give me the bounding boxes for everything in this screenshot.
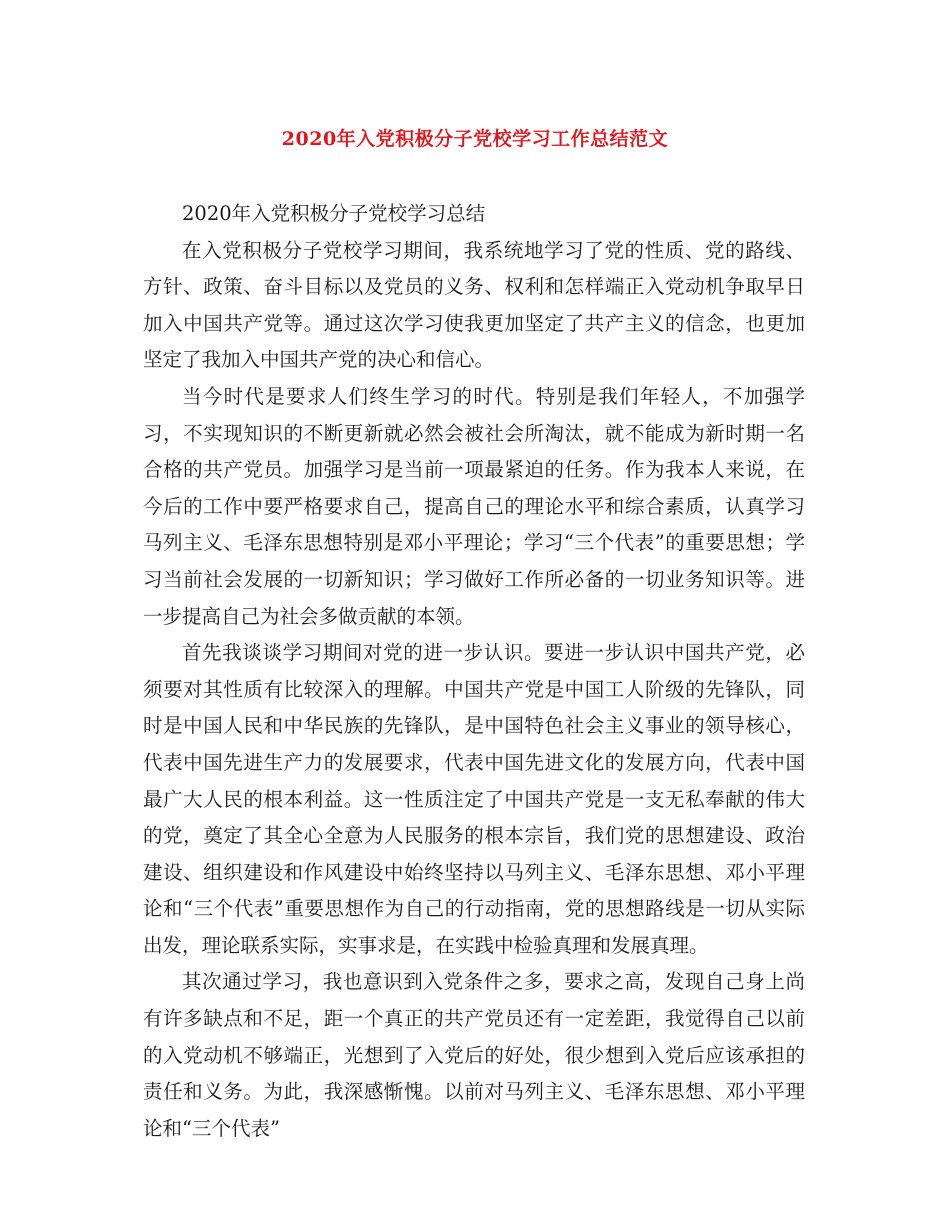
- paragraph-2: 当今时代是要求人们终生学习的时代。特别是我们年轻人，不加强学习，不实现知识的不断更新就必然会被社会所淘汰，就不能成为新时期一名合格的共产党员。加强学习是当前一项最紧迫的任务。作为我本人来说，在今后的工作中要严格要求自己，提高自己的理论水平和综合素质，认真学习马列主义、毛泽东思想特别是邓小平理论；学习“三个代表”的重要思想；学习当前社会发展的一切新知识；学习做好工作所必备的一切业务知识等。进一步提高自己为社会多做贡献的本领。: [143, 384, 805, 628]
- paragraph-3: 首先我谈谈学习期间对党的进一步认识。要进一步认识中国共产党，必须要对其性质有比较深入的理解。中国共产党是中国工人阶级的先锋队，同时是中国人民和中华民族的先锋队，是中国特色社会主义事业的领导核心，代表中国先进生产力的发展要求，代表中国先进文化的发展方向，代表中国最广大人民的根本利益。这一性质注定了中国共产党是一支无私奉献的伟大的党，奠定了其全心全意为人民服务的根本宗旨，我们党的思想建设、政治建设、组织建设和作风建设中始终坚持以马列主义、毛泽东思想、邓小平理论和“三个代表”重要思想作为自己的行动指南，党的思想路线是一切从实际出发，理论联系实际，实事求是，在实践中检验真理和发展真理。: [143, 641, 805, 957]
- document-subtitle: 2020年入党积极分子党校学习总结: [182, 202, 486, 225]
- document-body: [143, 196, 805, 1147]
- paragraph-4: 其次通过学习，我也意识到入党条件之多，要求之高，发现自己身上尚有许多缺点和不足，距一个真正的共产党员还有一定差距，我觉得自己以前的入党动机不够端正，光想到了入党后的好处，很少想到入党后应该承担的责任和义务。为此，我深感惭愧。以前对马列主义、毛泽东思想、邓小平理论和“三个代表”: [143, 970, 805, 1140]
- paragraph-1: 在入党积极分子党校学习期间，我系统地学习了党的性质、党的路线、方针、政策、奋斗目标以及党员的义务、权利和怎样端正入党动机争取早日加入中国共产党等。通过这次学习使我更加坚定了共产主义的信念，也更加坚定了我加入中国共产党的决心和信心。: [143, 238, 805, 372]
- document-title: 2020年入党积极分子党校学习工作总结范文: [281, 128, 669, 150]
